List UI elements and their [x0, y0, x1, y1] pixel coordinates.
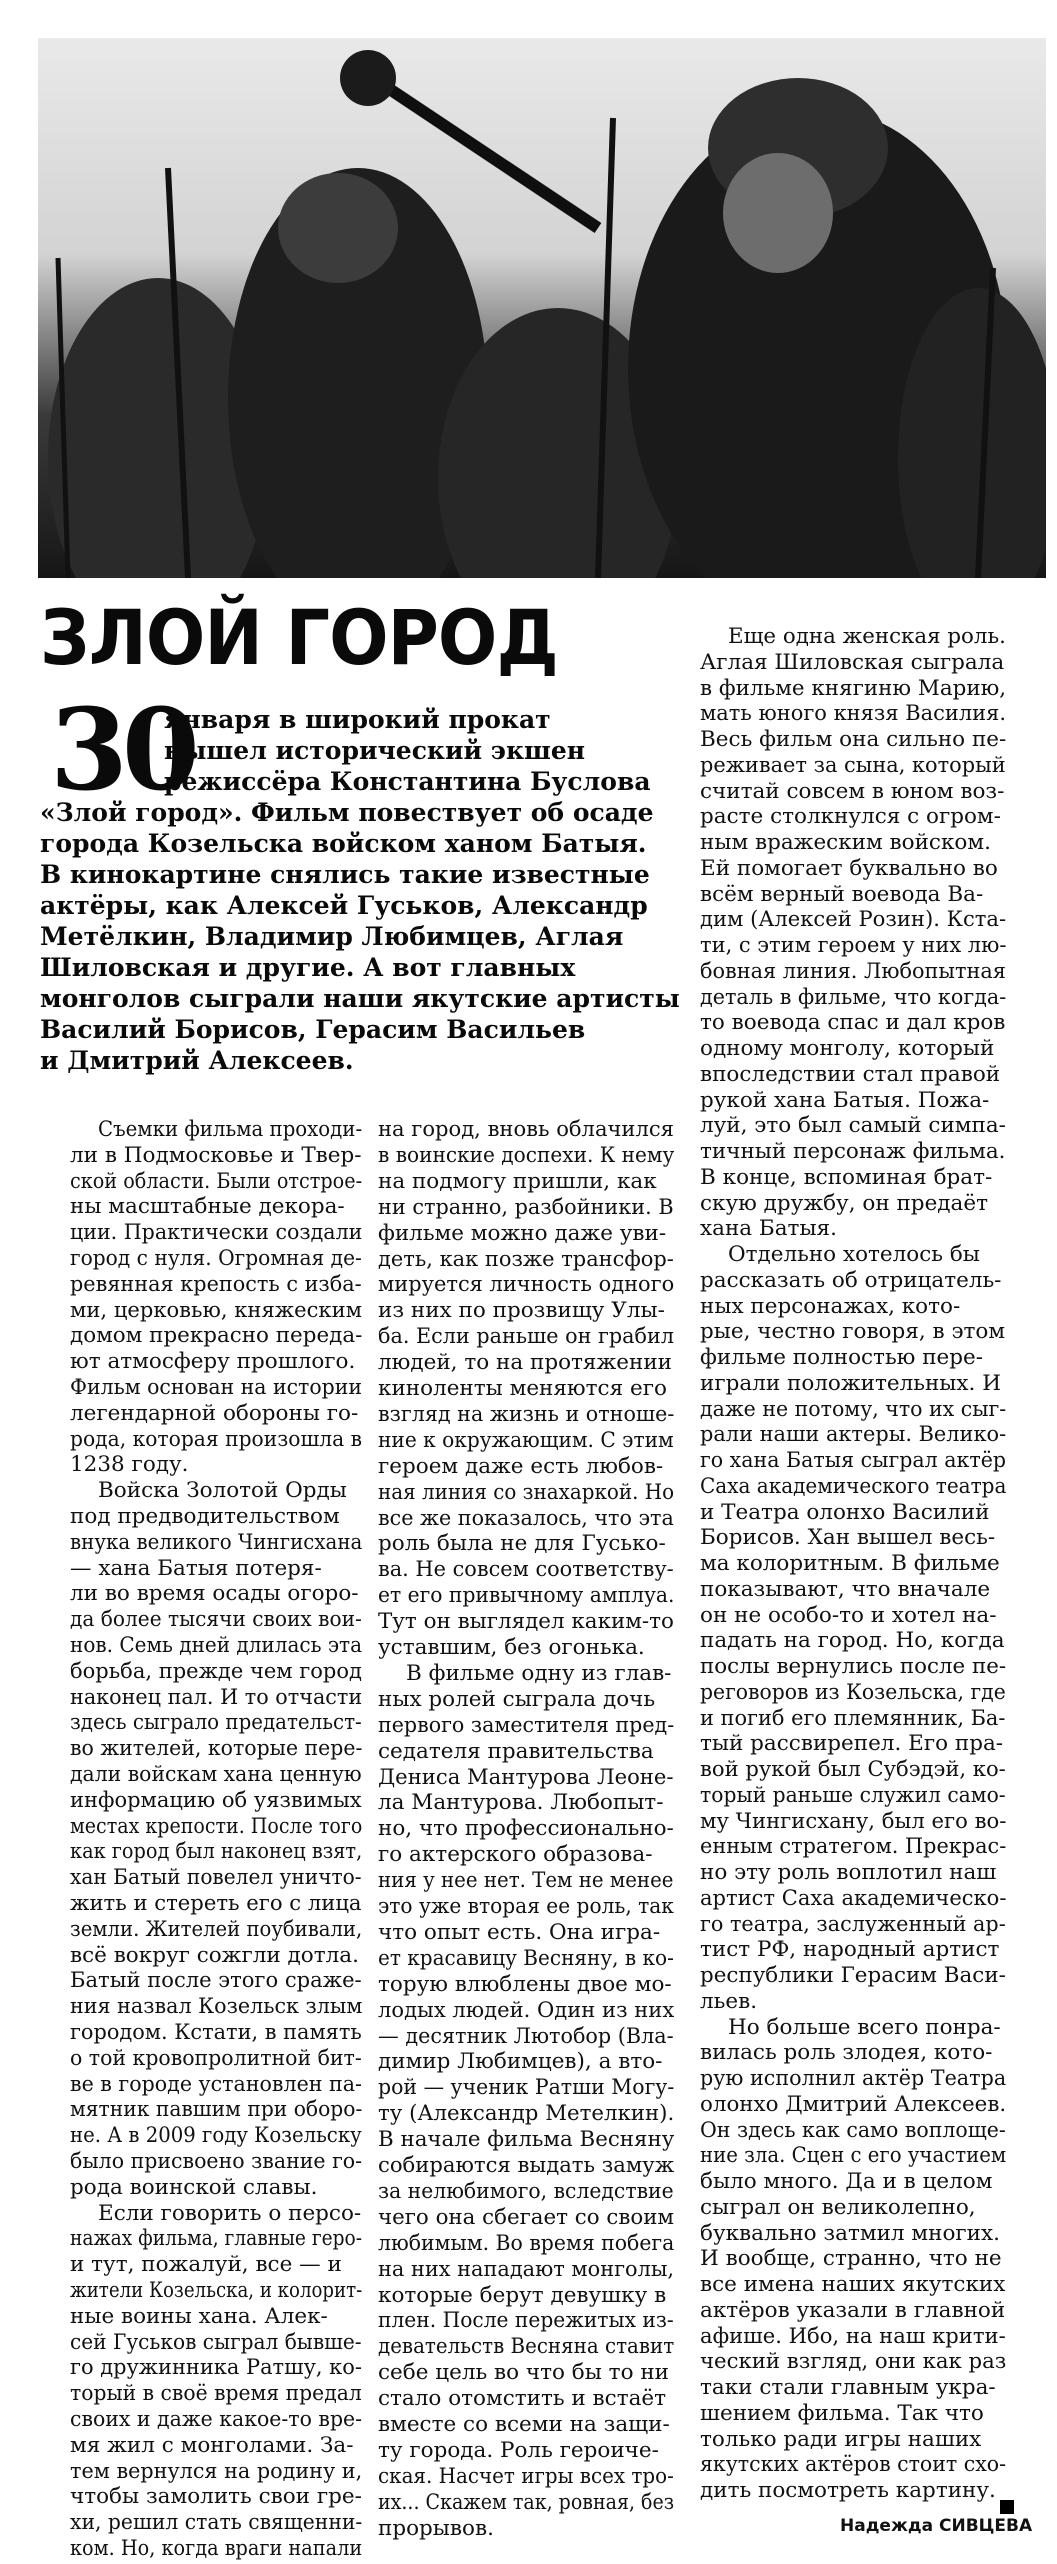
body-text-line: мать юного князя Василия. — [700, 701, 1006, 727]
body-text-line: стало отомстить и встаёт — [378, 2386, 667, 2412]
body-text-line: в фильме княгиню Марию, — [700, 675, 1007, 701]
body-text-line: олонхо Дмитрий Алексеев. — [700, 2091, 1007, 2117]
body-text-line: ком. Но, когда враги напали — [70, 2536, 363, 2561]
body-text-line: дить посмотреть картину. — [700, 2478, 996, 2503]
body-text-line: во жителей, которые пере- — [70, 1736, 363, 1762]
lead-line: Василий Борисов, Герасим Васильев — [40, 1015, 586, 1044]
body-text-line: сей Гуськов сыграл бывше- — [70, 2329, 362, 2355]
body-text-line: деталь в фильме, что когда- — [700, 984, 1007, 1010]
body-text-line: В конце, вспоминая брат- — [700, 1164, 993, 1190]
body-text-line: ных ролей сыграла дочь — [378, 1686, 656, 1712]
body-text-line: роль была не для Гуськo- — [378, 1531, 666, 1557]
body-text-line: го дружинника Ратшу, ко- — [70, 2355, 362, 2381]
body-text-line: и Театра олонхо Василий — [700, 1499, 990, 1525]
body-text-line: ской области. Были отстрое- — [70, 1168, 363, 1194]
body-text-line: чтобы замолить свои гре- — [70, 2484, 362, 2510]
body-text-line: рые, честно говоря, в этом — [700, 1319, 1006, 1345]
body-text-line: рода воинской славы. — [70, 2174, 318, 2200]
body-text-line: торый в своё время предал — [70, 2381, 362, 2407]
body-text-line: не. А в 2009 году Козельску — [70, 2123, 362, 2149]
body-text-line: все же показалось, что эта — [378, 1505, 674, 1531]
body-text-line: это уже вторая ее роль, так — [378, 1894, 674, 1919]
body-text-line: мируется личность одного — [378, 1272, 675, 1298]
body-text-line: ние зла. Сцен с его участием — [700, 2143, 1007, 2169]
body-text-line: 1238 году. — [70, 1452, 189, 1478]
body-text-line: то воевода спас и дал кров — [700, 1010, 1006, 1036]
body-text-line: Тут он выглядел каким-то — [378, 1609, 674, 1635]
author-signature: Надежда СИВЦЕВА — [840, 2516, 1033, 2536]
lead-line: монголов сыграли наши якутские артисты — [40, 984, 680, 1013]
body-text-line: му Чингисхану, был его во- — [700, 1808, 1007, 1834]
body-text-line: борьба, прежде чем город — [70, 1658, 362, 1684]
body-text-line: любимым. Во время побега — [378, 2230, 675, 2256]
body-text-line: жители Козельска, и колорит- — [70, 2278, 363, 2303]
body-text-line: Если говорить о персо- — [98, 2200, 362, 2226]
body-text-line: мятник павшим при оборо- — [70, 2097, 363, 2123]
body-text-line: енным стратегом. Прекрас- — [700, 1834, 1007, 1860]
body-text-line: было много. Да и в целом — [700, 2169, 993, 2194]
body-text-line: якутских актёров стоит схо- — [700, 2452, 1007, 2478]
body-text-line: городом. Кстати, в память — [70, 2020, 362, 2045]
body-text-line: Но больше всего понра- — [728, 2014, 1001, 2040]
body-text-line: послы вернулись после пе- — [700, 1654, 1007, 1679]
body-text-line: И вообще, странно, что не — [700, 2246, 1002, 2272]
body-text-line: Отдельно хотелось бы — [728, 1242, 980, 1267]
body-text-line: Еще одна женская роль. — [728, 624, 1006, 649]
lead-line: режиссёра Константина Буслова — [164, 767, 651, 796]
body-text-line: было присвоено звание го- — [70, 2149, 363, 2174]
body-text-line: на город, вновь облачился — [378, 1117, 674, 1142]
body-text-line: рой — ученик Ратши Могу- — [378, 2075, 675, 2101]
body-text-line: буквально затмил многих. — [700, 2220, 1000, 2246]
body-text-line: реживает за сына, который — [700, 752, 1006, 778]
body-text-line: Батый после этого сраже- — [70, 1968, 362, 1994]
lead-line: января в широкий прокат — [164, 705, 551, 734]
body-text-line: город с нуля. Огромная де- — [70, 1246, 362, 1271]
body-text-line: плен. После пережитых из- — [378, 2308, 674, 2334]
body-text-line: вилась роль злодея, кото- — [700, 2040, 993, 2066]
body-text-line: информацию об уязвимых — [70, 1787, 362, 1813]
body-text-line: ли во время осады огоро- — [70, 1581, 359, 1607]
body-text-line: ны масштабные декора- — [70, 1194, 345, 1220]
body-text-line: местах крепости. После того — [70, 1813, 363, 1839]
body-text-line: но эту роль воплотил наш — [700, 1860, 997, 1885]
body-text-line: которые берут девушку в — [378, 2282, 667, 2308]
body-text-line: и тут, пожалуй, все — и — [70, 2252, 342, 2278]
body-text-line: ба. Если раньше он грабил — [378, 1324, 674, 1350]
body-text-line: легендарной обороны го- — [70, 1400, 359, 1426]
body-text-line: как город был наконец взят, — [70, 1839, 363, 1865]
body-text-line: из них по прозвищу Улы- — [378, 1298, 665, 1324]
body-text-line: тичный персонаж фильма. — [700, 1139, 1006, 1164]
body-text-line: — хана Батыя потеря- — [70, 1555, 322, 1581]
body-text-line: В фильме одну из глав- — [406, 1660, 672, 1686]
body-text-line: ту (Александр Метелкин). — [378, 2101, 675, 2127]
body-text-line: людей, то на протяжении — [378, 1350, 672, 1376]
body-text-line: Фильм основан на истории — [70, 1375, 363, 1400]
body-text-line: тый рассвирепел. Его пра- — [700, 1731, 1004, 1757]
body-text-line: В начале фильма Весняну — [378, 2127, 675, 2153]
body-text-line: артист Саха академическо- — [700, 1885, 1007, 1911]
body-text-line: Съемки фильма проходи- — [98, 1117, 363, 1142]
body-text-line: дим (Алексей Розин). Кста- — [700, 907, 1007, 933]
body-text-line: одному монголу, который — [700, 1036, 995, 1061]
body-text-line: считай совсем в юном воз- — [700, 778, 1005, 804]
body-text-line: ти, с этим героем у них лю- — [700, 933, 1007, 958]
lead-dropcap: 30 — [50, 685, 194, 816]
body-text-line: ская. Насчет игры всех тро- — [378, 2463, 674, 2489]
body-text-line: ни странно, разбойники. В — [378, 1194, 674, 1220]
body-text-line: рукой хана Батыя. Пожа- — [700, 1087, 990, 1113]
body-text-line: внука великого Чингисхана — [70, 1529, 363, 1555]
body-text-line: хана Батыя. — [700, 1216, 837, 1242]
body-text-line: Аглая Шиловская сыграла — [700, 649, 1005, 675]
body-text-line: ли в Подмосковье и Твер- — [70, 1142, 362, 1168]
body-text-line: чего она сбегает со своим — [378, 2204, 675, 2230]
body-text-line: Войска Золотой Орды — [98, 1478, 347, 1504]
body-text-line: лодых людей. Один из них — [378, 1997, 675, 2023]
body-text-line: девательств Весняна ставит — [378, 2334, 675, 2360]
body-text-line: себе цель во что бы то ни — [378, 2360, 670, 2386]
body-text-line: ции. Практически создали — [70, 1220, 363, 1246]
body-text-line: даже не потому, что их сыг- — [700, 1396, 1007, 1422]
body-text-line: первого заместителя пред- — [378, 1712, 675, 1738]
body-text-line: домом прекрасно переда- — [70, 1323, 363, 1349]
body-text-line: — десятник Лютобор (Вла- — [378, 2023, 674, 2049]
lead-line: и Дмитрий Алексеев. — [40, 1046, 354, 1075]
body-text-line: торую влюблены двое мо- — [378, 1971, 672, 1997]
body-text-line: ют атмосферу прошлого. — [70, 1349, 356, 1375]
lead-line: Метёлкин, Владимир Любимцев, Аглая — [40, 922, 624, 951]
body-text-line: торый раньше служил само- — [700, 1782, 1006, 1808]
film-still-photo-icon — [38, 38, 1046, 578]
body-text-line: ет его привычному амплуа. — [378, 1583, 675, 1609]
lead-line: вышел исторический экшен — [164, 736, 586, 765]
body-text-line: ные воины хана. Алек- — [70, 2303, 328, 2329]
body-text-line: ла Мантурова. Любопыт- — [378, 1790, 664, 1816]
body-text-line: героем даже есть любов- — [378, 1453, 664, 1479]
body-text-line: здесь сыграло предательст- — [70, 1710, 362, 1736]
body-text-line: Дениса Мантурова Леоне- — [378, 1764, 674, 1790]
lead-line: актёры, как Алексей Гуськов, Александр — [40, 891, 648, 920]
body-text-line: актёров указали в главной — [700, 2297, 1006, 2323]
body-text-line: афише. Ибо, на наш крити- — [700, 2323, 1006, 2349]
body-text-line: расте столкнулся с огром- — [700, 804, 1001, 830]
article-photo — [38, 38, 1046, 578]
body-text-line: рую исполнил актёр Театра — [700, 2066, 1007, 2091]
body-text-line: наконец пал. И то отчасти — [70, 1684, 363, 1710]
body-text-line: реговоров из Козельска, где — [700, 1679, 1006, 1705]
body-text-line: Весь фильм она сильно пе- — [700, 727, 1007, 752]
body-text-line: хи, решил стать священни- — [70, 2510, 363, 2536]
body-text-line: таки стали главным укра- — [700, 2375, 996, 2400]
body-text-line: рали наши актеры. Велико- — [700, 1422, 1007, 1448]
body-text-line: под предводительством — [70, 1504, 340, 1529]
body-text-line: димир Любимцев), а вто- — [378, 2049, 663, 2075]
body-text-line: ная линия со знахаркой. Но — [378, 1479, 675, 1505]
body-text-line: играли положительных. И — [700, 1370, 1001, 1396]
body-text-line: ва. Не совсем соответству- — [378, 1557, 674, 1583]
body-text-line: ных персонажах, кото- — [700, 1293, 961, 1319]
body-text-line: на них нападают монголы, — [378, 2256, 675, 2282]
body-text-line: Ей помогает буквально во — [700, 855, 998, 881]
body-text-line: взгляд на жизнь и отноше- — [378, 1401, 675, 1427]
body-text-line: Саха академического театра — [700, 1473, 1007, 1499]
lead-line: города Козельска войском ханом Батыя. — [40, 829, 647, 858]
body-text-line: фильме можно даже уви- — [378, 1220, 667, 1246]
body-text-line: рассказать об отрицатель- — [700, 1267, 1002, 1293]
body-text-line: хан Батый повелел уничто- — [70, 1865, 362, 1891]
lead-line: В кинокартине снялись такие известные — [40, 860, 650, 889]
body-text-line: скую дружбу, он предаёт — [700, 1190, 988, 1216]
body-text-line: тист РФ, народный артист — [700, 1937, 1000, 1963]
body-text-line: киноленты меняются его — [378, 1376, 667, 1401]
body-text-line: всём верный воевода Ва- — [700, 881, 984, 907]
body-text-line: падать на город. Но, когда — [700, 1628, 1005, 1654]
body-text-line: всё вокруг сожгли дотла. — [70, 1942, 359, 1968]
body-text-line: льев. — [700, 1988, 758, 2014]
body-text-line: ния у нее нет. Тем не менее — [378, 1868, 674, 1894]
body-text-line: ми, церковью, княжеским — [70, 1297, 363, 1323]
body-text-line: ве в городе установлен па- — [70, 2071, 362, 2097]
body-text-line: Он здесь как само воплоще- — [700, 2117, 1006, 2143]
body-text-line: показывают, что вначале — [700, 1576, 991, 1602]
body-text-line: шением фильма. Так что — [700, 2400, 984, 2426]
body-text-line: их... Скажем так, ровная, без — [378, 2489, 675, 2515]
body-text-line: и погиб его племянник, Ба- — [700, 1705, 1006, 1731]
body-text-line: да более тысячи своих вои- — [70, 1607, 362, 1633]
body-text-line: впоследствии стал правой — [700, 1061, 1001, 1087]
body-text-line: он не особо-то и хотел на- — [700, 1602, 997, 1628]
body-text-line: ревянная крепость с изба- — [70, 1271, 362, 1297]
body-text-line: прорывов. — [378, 2515, 494, 2541]
body-text-line: уставшим, без огонька. — [378, 1635, 645, 1660]
body-text-line: только ради игры наших — [700, 2426, 982, 2452]
body-text-line: за нелюбимого, вследствие — [378, 2178, 674, 2204]
article-headline: ЗЛОЙ ГОРОД — [40, 593, 558, 682]
body-text-line: деть, как позже трансфор- — [378, 1246, 674, 1272]
body-text-line: сыграл он великолепно, — [700, 2194, 976, 2220]
body-text-line: земли. Жителей поубивали, — [70, 1916, 363, 1942]
body-text-line: нажах фильма, главные геро- — [70, 2226, 363, 2252]
body-text-line: луй, это был самый симпа- — [700, 1113, 1006, 1139]
body-text-line: го актерского образова- — [378, 1842, 653, 1868]
body-text-line: о той кровопролитной бит- — [70, 2045, 362, 2071]
body-text-line: собираются выдать замуж — [378, 2153, 675, 2178]
end-of-article-mark — [1000, 2500, 1014, 2514]
body-text-line: что опыт есть. Она игра- — [378, 1919, 661, 1945]
body-text-line: вместе со всеми на защи- — [378, 2412, 670, 2437]
body-text-line: все имена наших якутских — [700, 2272, 1006, 2297]
body-text-line: нов. Семь дней длилась эта — [70, 1633, 363, 1658]
body-text-line: мя жил с монголами. За- — [70, 2432, 354, 2458]
body-text-line: вой рукой был Субэдэй, ко- — [700, 1757, 1006, 1782]
body-text-line: ным вражеским войском. — [700, 830, 991, 855]
body-text-line: дали войскам хана ценную — [70, 1762, 362, 1787]
body-text-line: тем вернулся на родину и, — [70, 2458, 363, 2484]
body-text-line: но, что профессионально- — [378, 1816, 674, 1842]
body-text-line: своих и даже какое-то вре- — [70, 2407, 363, 2432]
lead-line: Шиловская и другие. А вот главных — [40, 953, 576, 982]
body-text-line: рода, которая произошла в — [70, 1426, 363, 1452]
body-text-line: республики Герасим Васи- — [700, 1963, 1006, 1988]
body-text-line: бовная линия. Любопытная — [700, 958, 1006, 984]
body-text-line: фильме полностью пере- — [700, 1345, 984, 1370]
body-text-line: ма колоритным. В фильме — [700, 1551, 1000, 1576]
body-text-line: ет красавицу Весняну, в ко- — [378, 1945, 674, 1971]
body-text-line: ту города. Роль героиче- — [378, 2437, 659, 2463]
body-text-line: ческий взгляд, они как раз — [700, 2349, 1007, 2375]
lead-line: «Злой город». Фильм повествует об осаде — [40, 798, 654, 827]
body-text-line: ние к окружающим. С этим — [378, 1427, 674, 1453]
body-text-line: ния назвал Козельск злым — [70, 1994, 363, 2020]
body-text-line: седателя правительства — [378, 1738, 654, 1764]
body-text-line: на подмогу пришли, как — [378, 1168, 657, 1194]
body-text-line: жить и стереть его с лица — [70, 1891, 362, 1916]
body-text-line: Борисов. Хан вышел весь- — [700, 1525, 996, 1551]
body-text-line: в воинские доспехи. К нему — [378, 1142, 675, 1168]
body-text-line: го хана Батыя сыграл актёр — [700, 1448, 1007, 1473]
body-text-line: го театра, заслуженный ар- — [700, 1911, 1006, 1937]
